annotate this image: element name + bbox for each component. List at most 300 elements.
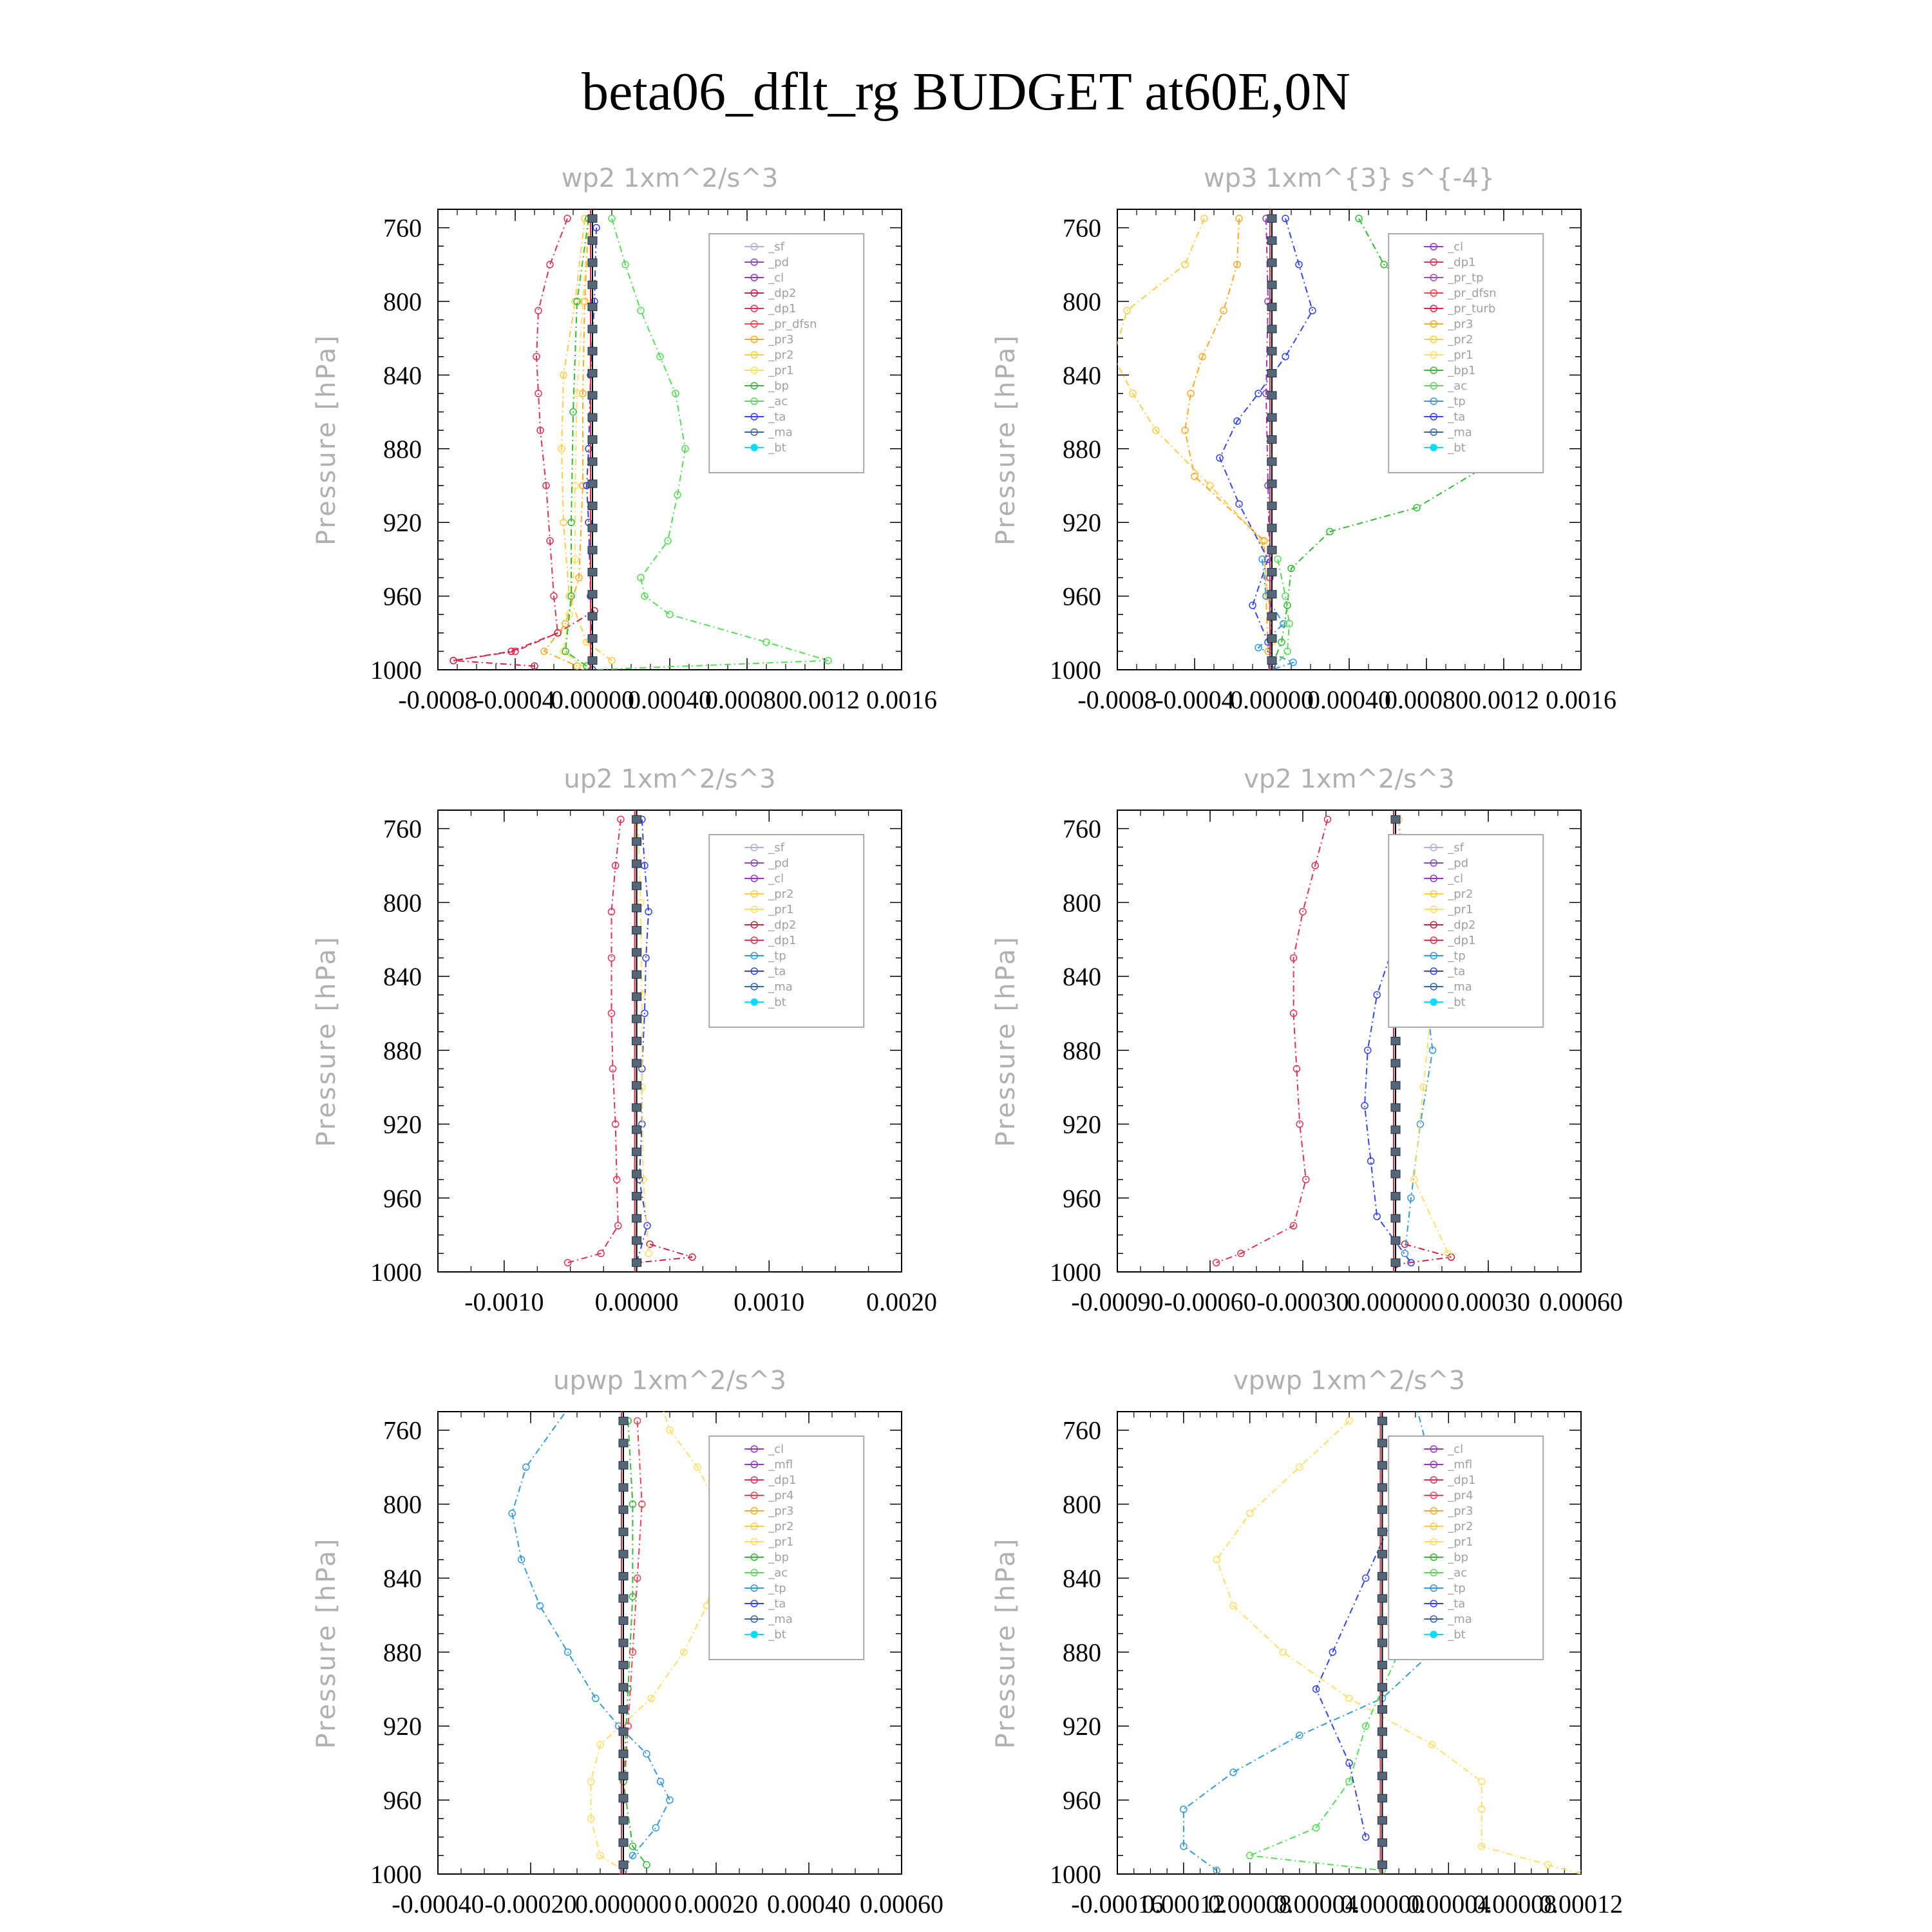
zero-marker xyxy=(619,1705,628,1713)
legend-label: _pr2 xyxy=(1448,333,1473,346)
x-tick-label: -0.0010 xyxy=(464,1287,544,1316)
zero-marker xyxy=(632,1104,641,1112)
y-tick-label: 960 xyxy=(1063,1786,1101,1815)
data-point xyxy=(1412,1399,1419,1406)
zero-marker xyxy=(632,860,641,867)
legend-label: _pr_dfsn xyxy=(768,317,817,331)
series-line-pr3 xyxy=(544,218,589,666)
data-point xyxy=(1296,1121,1303,1128)
zero-marker xyxy=(632,971,641,978)
zero-marker xyxy=(1267,612,1276,620)
y-tick-label: 840 xyxy=(1063,962,1101,992)
x-tick-label: 0.000000 xyxy=(575,1889,672,1918)
x-tick-label: -0.00020 xyxy=(484,1889,577,1918)
panel-title: wp2 1xm^2/s^3 xyxy=(561,164,779,193)
legend-label: _pr2 xyxy=(768,1520,794,1533)
legend-label: _pr_tp xyxy=(1448,271,1484,285)
data-point xyxy=(1296,1464,1303,1470)
zero-marker xyxy=(632,1059,641,1067)
legend-label: _dp1 xyxy=(768,1473,797,1487)
legend-swatch-marker xyxy=(751,444,757,451)
zero-marker xyxy=(632,1215,641,1222)
data-point xyxy=(1417,1121,1423,1128)
y-tick-label: 1000 xyxy=(370,1258,422,1287)
x-tick-label: -0.00030 xyxy=(1256,1287,1349,1316)
panel-3 xyxy=(312,764,937,1316)
data-point xyxy=(652,1824,659,1831)
zero-marker xyxy=(1267,259,1276,267)
data-point xyxy=(1282,354,1289,360)
x-tick-label: 0.00040 xyxy=(1307,685,1391,714)
data-point xyxy=(535,307,542,314)
legend-label: _pr4 xyxy=(1448,1489,1473,1502)
y-tick-label: 960 xyxy=(1063,1184,1101,1213)
zero-marker xyxy=(1267,546,1276,554)
y-tick-label: 920 xyxy=(1063,1110,1101,1139)
zero-marker xyxy=(1391,1037,1400,1045)
zero-marker xyxy=(1391,1259,1400,1267)
legend-label: _ta xyxy=(1448,965,1466,978)
x-tick-label: 0.00000 xyxy=(551,685,634,714)
y-tick-label: 880 xyxy=(1063,434,1101,464)
zero-marker xyxy=(1391,1148,1400,1156)
zero-marker xyxy=(1267,347,1276,355)
x-tick-label: 0.00030 xyxy=(1446,1287,1530,1316)
y-tick-label: 840 xyxy=(383,962,422,992)
zero-marker xyxy=(588,480,597,488)
x-tick-label: 0.00000 xyxy=(594,1287,679,1316)
zero-marker xyxy=(632,993,641,1001)
legend-label: _ac xyxy=(768,1566,788,1580)
zero-marker xyxy=(632,1126,641,1133)
legend-label: _cl xyxy=(1448,872,1464,886)
legend-label: _bt xyxy=(1448,441,1466,455)
y-tick-label: 1000 xyxy=(1050,656,1101,685)
data-point xyxy=(638,307,644,314)
legend-label: _cl xyxy=(1448,1443,1464,1456)
x-tick-label: -0.0008 xyxy=(398,685,478,714)
data-point xyxy=(1346,1695,1352,1701)
data-point xyxy=(643,954,649,961)
legend-label: _dp2 xyxy=(1448,918,1476,932)
y-tick-label: 840 xyxy=(1063,1564,1101,1593)
data-point xyxy=(1346,1417,1352,1424)
data-point xyxy=(1213,1557,1220,1563)
zero-marker xyxy=(588,657,597,665)
y-tick-label: 800 xyxy=(383,1490,422,1519)
zero-marker xyxy=(1267,591,1276,598)
legend-label: _sf xyxy=(768,240,784,254)
zero-marker xyxy=(1378,1861,1387,1869)
data-point xyxy=(1230,1769,1236,1776)
zero-marker xyxy=(1378,1661,1387,1669)
y-axis-label: Pressure [hPa] xyxy=(991,935,1021,1147)
y-tick-label: 840 xyxy=(383,361,422,390)
series-line-dp1 xyxy=(1217,819,1328,1262)
zero-marker xyxy=(588,458,597,466)
zero-marker xyxy=(619,1728,628,1736)
zero-marker xyxy=(588,634,597,642)
legend-label: _pr3 xyxy=(768,1504,794,1518)
zero-marker xyxy=(1378,1506,1387,1513)
legend-label: _pr_dfsn xyxy=(1448,287,1497,300)
data-point xyxy=(592,1695,599,1701)
y-tick-label: 760 xyxy=(383,1416,422,1445)
data-point xyxy=(547,261,553,268)
y-tick-label: 880 xyxy=(1063,1638,1101,1667)
zero-marker xyxy=(619,1484,628,1492)
zero-marker xyxy=(588,591,597,598)
legend-label: _dp2 xyxy=(768,287,797,300)
data-point xyxy=(608,954,614,961)
data-point xyxy=(588,1778,594,1785)
zero-marker xyxy=(1378,1595,1387,1602)
y-tick-label: 920 xyxy=(1063,1712,1101,1741)
data-point xyxy=(1401,1250,1408,1256)
legend-label: _cl xyxy=(768,1443,784,1456)
zero-marker xyxy=(632,949,641,956)
x-tick-label: 0.0016 xyxy=(1546,685,1616,714)
data-point xyxy=(1247,1852,1253,1859)
legend-label: _ta xyxy=(1448,410,1466,424)
x-tick-label: 0.00012 xyxy=(1141,1889,1226,1918)
y-tick-label: 760 xyxy=(383,213,422,243)
panel-title: wp3 1xm^{3} s^{-4} xyxy=(1203,164,1495,193)
y-tick-label: 1000 xyxy=(1050,1860,1101,1889)
x-tick-label: 0.0010 xyxy=(734,1287,805,1316)
zero-marker xyxy=(1267,634,1276,642)
y-tick-label: 800 xyxy=(383,287,422,316)
x-tick-label: 0.00008 xyxy=(1473,1889,1557,1918)
zero-marker xyxy=(588,546,597,554)
x-tick-label: 0.0012 xyxy=(1468,685,1539,714)
zero-marker xyxy=(588,214,597,222)
x-tick-label: 0.00040 xyxy=(767,1889,851,1918)
zero-marker xyxy=(1378,1794,1387,1802)
zero-marker xyxy=(1267,303,1276,311)
y-tick-label: 920 xyxy=(1063,508,1101,538)
zero-marker xyxy=(1267,413,1276,421)
zero-marker xyxy=(588,392,597,399)
zero-marker xyxy=(1378,1639,1387,1647)
zero-marker xyxy=(1391,1059,1400,1067)
zero-marker xyxy=(1391,815,1400,823)
legend-label: _pd xyxy=(768,256,790,269)
zero-marker xyxy=(619,1861,628,1869)
panel-5 xyxy=(312,1366,943,1918)
data-point xyxy=(1280,1649,1286,1655)
y-tick-label: 1000 xyxy=(370,1860,422,1889)
zero-marker xyxy=(1378,1839,1387,1846)
legend-label: _ac xyxy=(1448,379,1468,393)
zero-marker xyxy=(632,1170,641,1178)
y-tick-label: 800 xyxy=(1063,287,1101,316)
legend-label: _bp xyxy=(768,379,790,393)
zero-marker xyxy=(1391,1126,1400,1133)
legend-label: _bt xyxy=(768,996,786,1009)
zero-marker xyxy=(619,1817,628,1824)
y-axis-label: Pressure [hPa] xyxy=(991,334,1021,545)
zero-marker xyxy=(1267,480,1276,488)
panel-4 xyxy=(991,764,1623,1316)
y-tick-label: 880 xyxy=(383,1036,422,1065)
x-tick-label: -0.0004 xyxy=(475,685,555,714)
zero-marker xyxy=(1378,1817,1387,1824)
x-tick-label: 0.00020 xyxy=(674,1889,758,1918)
y-tick-label: 880 xyxy=(383,1638,422,1667)
x-tick-label: 0.0016 xyxy=(866,685,937,714)
y-tick-label: 800 xyxy=(1063,888,1101,918)
zero-marker xyxy=(1391,1170,1400,1178)
legend-label: _pr3 xyxy=(768,333,794,346)
legend-label: _tp xyxy=(768,949,786,963)
panel-1 xyxy=(312,164,937,714)
panel-title: vp2 1xm^2/s^3 xyxy=(1244,764,1455,794)
zero-marker xyxy=(588,303,597,311)
zero-marker xyxy=(1378,1705,1387,1713)
legend-label: _bp xyxy=(1448,1551,1469,1564)
data-point xyxy=(1247,1510,1253,1517)
data-point xyxy=(643,1750,650,1757)
zero-marker xyxy=(632,926,641,934)
y-tick-label: 920 xyxy=(383,508,422,538)
data-point xyxy=(667,1797,673,1803)
data-point xyxy=(667,611,673,618)
legend-label: _bp xyxy=(768,1551,790,1564)
y-tick-label: 800 xyxy=(1063,1490,1101,1519)
data-point xyxy=(610,1066,616,1072)
zero-marker xyxy=(1267,281,1276,289)
y-axis-label: Pressure [hPa] xyxy=(312,334,341,545)
legend-label: _bt xyxy=(1448,1628,1466,1642)
x-tick-label: -0.00040 xyxy=(392,1889,484,1918)
zero-marker xyxy=(1378,1683,1387,1691)
legend-label: _dp1 xyxy=(1448,256,1476,269)
zero-marker xyxy=(632,882,641,890)
zero-marker xyxy=(1267,370,1276,377)
y-tick-label: 800 xyxy=(383,888,422,918)
x-tick-label: 0.00060 xyxy=(860,1889,943,1918)
zero-marker xyxy=(632,838,641,846)
legend-label: _cl xyxy=(768,271,784,285)
legend-label: _pr2 xyxy=(768,348,794,362)
zero-marker xyxy=(619,1661,628,1669)
zero-marker xyxy=(619,1417,628,1425)
zero-marker xyxy=(588,524,597,532)
legend-label: _mfl xyxy=(1448,1458,1473,1472)
x-tick-label: -0.0004 xyxy=(1155,685,1235,714)
zero-marker xyxy=(619,1839,628,1846)
zero-marker xyxy=(588,502,597,509)
data-point xyxy=(643,1862,650,1868)
legend-swatch-marker xyxy=(751,1631,757,1638)
zero-marker xyxy=(1267,325,1276,333)
zero-marker xyxy=(619,1528,628,1536)
data-point xyxy=(523,1464,529,1470)
zero-marker xyxy=(619,1683,628,1691)
legend-label: _tp xyxy=(1448,949,1466,963)
x-tick-label: -0.00090 xyxy=(1071,1287,1164,1316)
y-tick-label: 1000 xyxy=(1050,1258,1101,1287)
legend-label: _pr1 xyxy=(1448,1535,1473,1549)
legend-label: _bt xyxy=(1448,996,1466,1009)
zero-marker xyxy=(1378,1550,1387,1558)
legend-label: _pr1 xyxy=(768,364,794,377)
zero-marker xyxy=(588,370,597,377)
data-point xyxy=(569,1399,576,1406)
data-point xyxy=(1236,501,1242,507)
zero-marker xyxy=(619,1595,628,1602)
legend-label: _pr2 xyxy=(1448,1520,1473,1533)
series-line-dp1 xyxy=(453,218,567,660)
figure-title: beta06_dflt_rg BUDGET at60E,0N xyxy=(582,62,1350,122)
zero-marker xyxy=(588,281,597,289)
zero-marker xyxy=(1378,1573,1387,1580)
series-line-pr1 xyxy=(591,1403,721,1871)
y-tick-label: 840 xyxy=(1063,361,1101,390)
zero-marker xyxy=(1378,1484,1387,1492)
series-group xyxy=(565,810,696,1272)
x-tick-label: 0.00004 xyxy=(1406,1889,1491,1918)
data-point xyxy=(1374,992,1380,998)
data-point xyxy=(536,1603,543,1609)
zero-marker xyxy=(632,1037,641,1045)
legend-label: _ta xyxy=(768,1597,786,1611)
zero-marker xyxy=(1391,1215,1400,1222)
data-point xyxy=(1220,307,1227,314)
series-line-ac xyxy=(1250,1615,1399,1870)
y-tick-label: 760 xyxy=(1063,213,1101,243)
zero-marker xyxy=(1378,1750,1387,1757)
legend-label: _pd xyxy=(1448,857,1469,870)
x-tick-label: -0.00060 xyxy=(1164,1287,1256,1316)
legend-swatch-marker xyxy=(1430,444,1437,451)
zero-marker xyxy=(619,1461,628,1469)
y-tick-label: 1000 xyxy=(370,656,422,685)
zero-marker xyxy=(1267,657,1276,665)
data-point xyxy=(1249,602,1256,609)
zero-marker xyxy=(1267,458,1276,466)
panel-6 xyxy=(991,1366,1623,1918)
legend-label: _tp xyxy=(1448,395,1466,408)
y-tick-label: 880 xyxy=(1063,1036,1101,1065)
x-tick-label: 0.00080 xyxy=(1385,685,1468,714)
y-axis-label: Pressure [hPa] xyxy=(312,1537,341,1749)
zero-marker xyxy=(1267,524,1276,532)
zero-marker xyxy=(588,325,597,333)
legend-label: _ma xyxy=(768,426,793,439)
data-point xyxy=(645,1250,652,1256)
zero-marker xyxy=(1391,1192,1400,1200)
legend-label: _pr2 xyxy=(1448,887,1473,901)
legend-label: _mfl xyxy=(768,1458,793,1472)
legend-swatch-marker xyxy=(1430,999,1437,1005)
legend-label: _ac xyxy=(1448,1566,1468,1580)
x-tick-label: 0.00060 xyxy=(1539,1287,1623,1316)
x-tick-label: 0.00000 xyxy=(1230,685,1314,714)
y-tick-label: 920 xyxy=(383,1712,422,1741)
panel-title: up2 1xm^2/s^3 xyxy=(564,764,776,794)
zero-marker xyxy=(1267,436,1276,444)
series-group xyxy=(509,1399,724,1877)
data-point xyxy=(1309,307,1316,314)
zero-marker xyxy=(1378,1617,1387,1625)
zero-marker xyxy=(1267,568,1276,576)
x-tick-label: 0.00000 xyxy=(1340,1889,1425,1918)
legend-label: _dp1 xyxy=(768,302,797,316)
zero-marker xyxy=(619,1750,628,1757)
legend-label: _ta xyxy=(768,965,786,978)
legend-label: _ta xyxy=(1448,1597,1466,1611)
x-tick-label: 0.0012 xyxy=(789,685,860,714)
data-point xyxy=(658,1399,664,1406)
x-tick-label: 0.00004 xyxy=(1274,1889,1358,1918)
y-tick-label: 960 xyxy=(383,1786,422,1815)
zero-marker xyxy=(588,237,597,245)
zero-marker xyxy=(619,1639,628,1647)
legend-label: _pr3 xyxy=(1448,1504,1473,1518)
data-point xyxy=(1182,261,1188,268)
x-tick-label: 0.00080 xyxy=(705,685,789,714)
legend-label: _pr3 xyxy=(1448,317,1473,331)
zero-marker xyxy=(632,904,641,912)
zero-marker xyxy=(1378,1528,1387,1536)
zero-marker xyxy=(1267,502,1276,509)
y-tick-label: 880 xyxy=(383,434,422,464)
x-tick-label: -0.00016 xyxy=(1071,1889,1164,1918)
legend-label: _ta xyxy=(768,410,786,424)
zero-marker xyxy=(588,612,597,620)
legend-label: _pr_turb xyxy=(1448,302,1496,316)
series-line-pr2 xyxy=(1113,218,1272,666)
y-tick-label: 760 xyxy=(1063,1416,1101,1445)
y-tick-label: 840 xyxy=(383,1564,422,1593)
zero-marker xyxy=(1391,1081,1400,1089)
legend-label: _sf xyxy=(768,841,784,855)
y-tick-label: 960 xyxy=(383,582,422,611)
zero-marker xyxy=(1391,1236,1400,1244)
x-tick-label: 0.00040 xyxy=(628,685,712,714)
zero-marker xyxy=(619,1617,628,1625)
legend-label: _bt xyxy=(768,1628,786,1642)
x-tick-label: 0.00012 xyxy=(1539,1889,1623,1918)
zero-marker xyxy=(632,1259,641,1267)
legend-label: _ma xyxy=(1448,1613,1472,1626)
legend-swatch-marker xyxy=(1430,1631,1437,1638)
legend-label: _pr1 xyxy=(768,903,794,916)
y-tick-label: 960 xyxy=(383,1184,422,1213)
legend-label: _dp1 xyxy=(1448,934,1476,947)
y-tick-label: 920 xyxy=(383,1110,422,1139)
legend-label: _dp2 xyxy=(768,918,797,932)
zero-marker xyxy=(1378,1461,1387,1469)
x-tick-label: 0.0020 xyxy=(866,1287,937,1316)
legend-label: _ma xyxy=(1448,426,1472,439)
legend-swatch-marker xyxy=(751,999,757,1005)
data-point xyxy=(1479,1778,1485,1785)
zero-marker xyxy=(632,815,641,823)
x-tick-label: 0.00008 xyxy=(1208,1889,1292,1918)
zero-marker xyxy=(619,1550,628,1558)
legend-label: _pd xyxy=(768,857,790,870)
zero-marker xyxy=(1378,1439,1387,1447)
zero-marker xyxy=(632,1081,641,1089)
legend-label: _pr1 xyxy=(1448,903,1473,916)
zero-marker xyxy=(619,1506,628,1513)
zero-marker xyxy=(1267,237,1276,245)
zero-marker xyxy=(1267,392,1276,399)
zero-marker xyxy=(1378,1772,1387,1780)
